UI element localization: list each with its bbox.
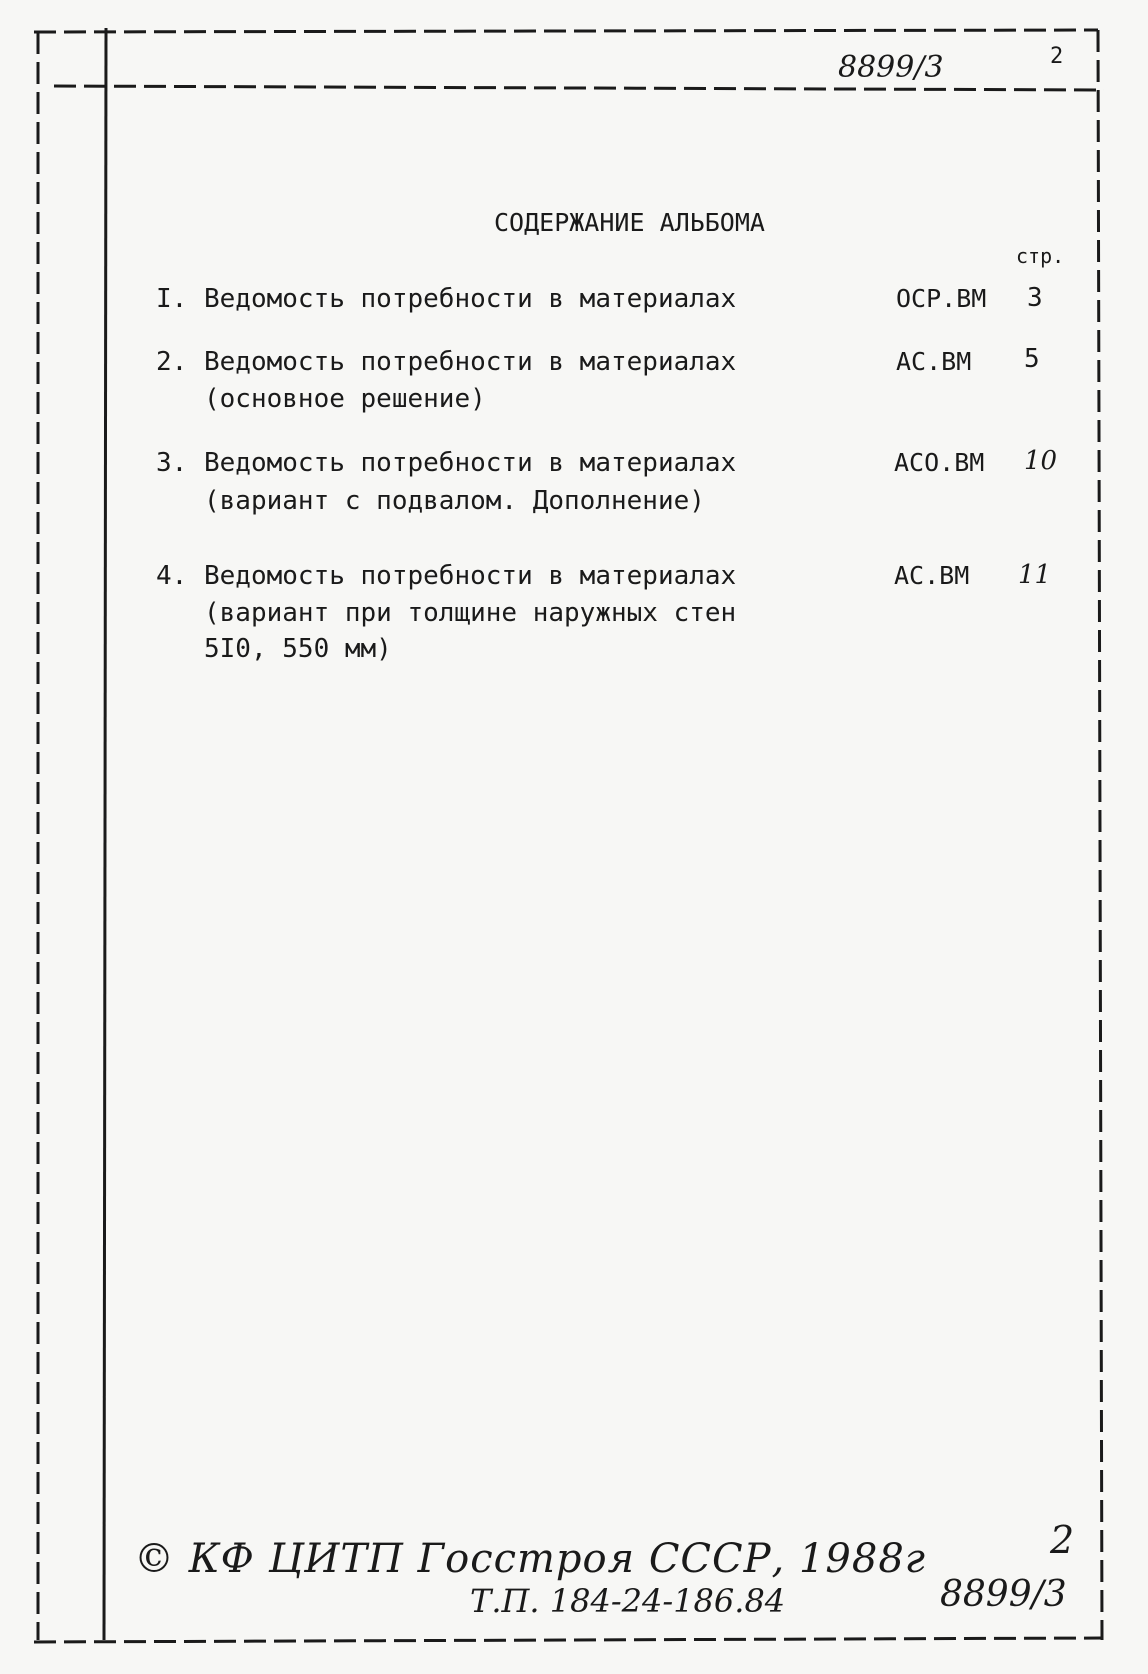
- toc-entry-page: 11: [1018, 560, 1052, 590]
- sheet-number-header: 2: [1050, 44, 1064, 69]
- toc-entry-number: 4.: [156, 561, 188, 591]
- toc-entry-page: 3: [1027, 283, 1043, 313]
- toc-entry-number: 2.: [156, 347, 188, 377]
- toc-entry-number: I.: [156, 284, 188, 314]
- toc-entry-code: АС.ВМ: [894, 561, 970, 590]
- toc-entry-code: ОСР.ВМ: [896, 284, 987, 313]
- toc-entry-number: 3.: [156, 448, 188, 478]
- page-column-header: стр.: [1016, 244, 1065, 268]
- toc-entry-text: Ведомость потребности в материалах: [204, 561, 737, 591]
- toc-entry-text: Ведомость потребности в материалах: [204, 347, 737, 377]
- sheet-number-handwritten: 2: [1050, 1518, 1075, 1562]
- toc-entry-text: Ведомость потребности в материалах: [204, 448, 737, 478]
- toc-entry-code: АС.ВМ: [896, 347, 972, 376]
- copyright-stamp: © КФ ЦИТП Госстроя СССР, 1988г: [134, 1536, 926, 1582]
- toc-entry-code: АСО.ВМ: [894, 448, 985, 477]
- toc-entry-page: 10: [1024, 446, 1058, 476]
- toc-entry-text: (вариант при толщине наружных стен: [204, 598, 737, 628]
- toc-entry-page: 5: [1024, 344, 1040, 374]
- tp-number: Т.П. 184-24-186.84: [470, 1582, 786, 1620]
- toc-entry-text: (вариант с подвалом. Дополнение): [204, 486, 705, 516]
- toc-entry-text: Ведомость потребности в материалах: [204, 284, 737, 314]
- toc-entry-text: 5I0, 550 мм): [204, 634, 392, 664]
- toc-entry-text: (основное решение): [204, 384, 486, 414]
- doc-number-header: 8899/3: [838, 50, 944, 85]
- doc-number-handwritten: 8899/3: [940, 1574, 1067, 1615]
- document-title: СОДЕРЖАНИЕ АЛЬБОМА: [494, 208, 765, 237]
